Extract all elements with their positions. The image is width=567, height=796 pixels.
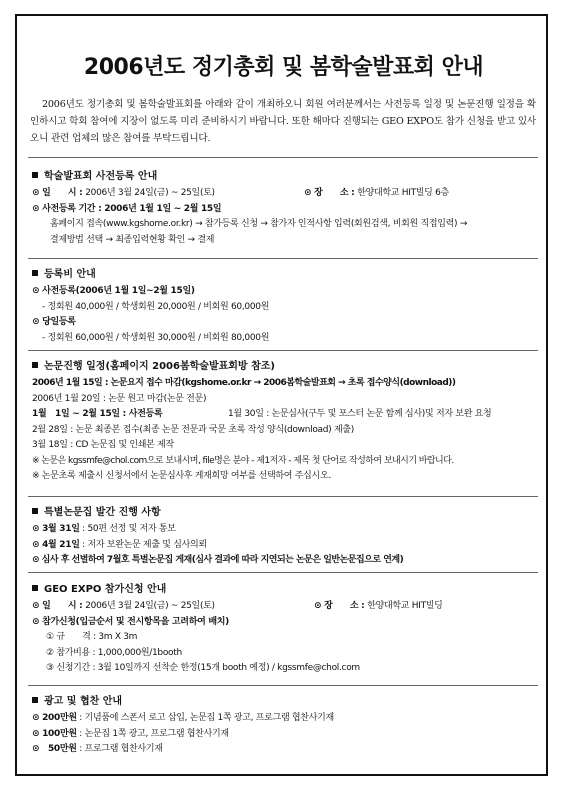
onsite-registration-fees: - 정회원 60,000원 / 학생회원 30,000원 / 비회원 80,000원 bbox=[42, 332, 270, 343]
bullet-square-icon bbox=[32, 270, 38, 276]
divider bbox=[28, 496, 538, 497]
expo-item: ② 참가비용 : 1,000,000원/1booth bbox=[46, 647, 182, 658]
divider bbox=[28, 350, 538, 351]
section-fees bbox=[32, 265, 542, 346]
expo-item: ③ 신청기간 : 3월 10일까지 선착순 한정(15개 booth 예정) / kgssmfe@chol.com bbox=[46, 663, 360, 673]
divider bbox=[28, 572, 538, 573]
divider bbox=[28, 157, 538, 158]
bullet-square-icon bbox=[32, 508, 38, 514]
divider bbox=[28, 258, 538, 259]
section-heading: 학술발표회 사전등록 안내 bbox=[32, 167, 542, 182]
section-special-issue bbox=[32, 503, 542, 569]
schedule-line: 2006년 1월 20일 : 논문 원고 마감(논문 전문) bbox=[32, 393, 207, 404]
schedule-line: 1월 1일 ~ 2월 15일 : 사전등록 1월 30일 : 논문심사(구두 및 포스터 논문 함께 심사)및 저자 보완 요청 bbox=[32, 409, 492, 419]
section-heading: 논문진행 일정(홈페이지 2006봄학술발표회방 참조) bbox=[32, 357, 542, 372]
section-heading: 특별논문집 발간 진행 사항 bbox=[32, 503, 542, 518]
schedule-line: 2월 28일 : 논문 최종본 접수(최종 논문 전문과 국문 초록 작성 양식(download) 제출) bbox=[32, 424, 354, 435]
section-sponsorship bbox=[32, 692, 542, 758]
registration-steps: 홈페이지 접속(www.kgshome.or.kr) → 참가등록 신청 → 참가자 인적사항 입력(회원검색, 비회원 직접입력) → bbox=[50, 219, 468, 229]
section-heading: GEO EXPO 참가신청 안내 bbox=[32, 580, 542, 595]
registration-steps: 결제방법 선택 → 최종입력현황 확인 → 결제 bbox=[50, 234, 215, 245]
bullet-square-icon bbox=[32, 172, 38, 178]
divider bbox=[28, 685, 538, 686]
onsite-registration-label: ⊙ 당일등록 bbox=[32, 317, 76, 327]
pre-registration-fees: - 정회원 40,000원 / 학생회원 20,000원 / 비회원 60,000원 bbox=[42, 301, 270, 312]
special-issue-line: ⊙ 심사 후 선별하여 7월호 특별논문집 게재(심사 결과에 따라 지연되는 논문은 일반논문집으로 연계) bbox=[32, 555, 404, 565]
note-line: ※ 논문초록 제출시 신청서에서 논문심사후 게재희망 여부를 선택하여 주십시오. bbox=[32, 471, 331, 481]
section-heading: 등록비 안내 bbox=[32, 265, 542, 280]
bullet-square-icon bbox=[32, 697, 38, 703]
bullet-square-icon bbox=[32, 585, 38, 591]
intro-paragraph: 2006년도 정기총회 및 봄학술발표회를 아래와 같이 개최하오니 회원 여러분께서는 사전등록 일정 및 논문진행 일정을 확인하시고 학회 참여에 지장이 없도록 미리 준비하시기 바랍니다. 또한 해마다 진행되는 GEO EXPO도 참가 신청을 받고 있사오니 관련 업체의 많은 참여를 부탁드립니다. bbox=[30, 99, 536, 144]
section-heading: 광고 및 협찬 안내 bbox=[32, 692, 542, 707]
expo-date-line: ⊙ 일 시 : 2006년 3월 24일(금) ~ 25일(토) ⊙ 장 소 : 한양대학교 HIT빌딩 bbox=[32, 601, 443, 611]
sponsor-tier: ⊙ 50만원 : 프로그램 협찬사기재 bbox=[32, 744, 163, 754]
section-geo-expo bbox=[32, 580, 542, 677]
note-line: ※ 논문은 kgssmfe@chol.com으로 보내시며, file명은 분야 - 제1저자 - 제목 첫 단어로 작성하여 보내시기 바랍니다. bbox=[32, 455, 454, 466]
event-date-line: ⊙ 일 시 : 2006년 3월 24일(금) ~ 25일(토) ⊙ 장 소 : 한양대학교 HIT빌딩 6층 bbox=[32, 188, 449, 198]
pre-registration-period: ⊙ 사전등록 기간 : 2006년 1월 1일 ~ 2월 15일 bbox=[32, 203, 222, 214]
expo-application-label: ⊙ 참가신청(입금순서 및 전시항목을 고려하여 배치) bbox=[32, 616, 229, 627]
section-pre-registration bbox=[32, 167, 542, 248]
expo-item: ① 규 격 : 3m X 3m bbox=[46, 632, 138, 642]
page-title: 2006년도 정기총회 및 봄학술발표회 안내 bbox=[83, 55, 484, 80]
special-issue-line: ⊙ 4월 21일 : 저자 보완논문 제출 및 심사의뢰 bbox=[32, 539, 207, 550]
bullet-square-icon bbox=[32, 362, 38, 368]
sponsor-tier: ⊙ 100만원 : 논문집 1쪽 광고, 프로그램 협찬사기재 bbox=[32, 728, 229, 739]
section-paper-schedule bbox=[32, 357, 542, 485]
sponsor-tier: ⊙ 200만원 : 기념품에 스폰서 로고 삽입, 논문집 1쪽 광고, 프로그램 협찬사기재 bbox=[32, 713, 334, 723]
pre-registration-fee-label: ⊙ 사전등록(2006년 1월 1일~2월 15일) bbox=[32, 286, 195, 296]
special-issue-line: ⊙ 3월 31일 : 50편 선정 및 저자 통보 bbox=[32, 524, 176, 534]
schedule-line: 2006년 1월 15일 : 논문요지 접수 마감(kgshome.or.kr → 2006봄학술발표회 → 초록 접수양식(download)) bbox=[32, 378, 456, 388]
schedule-line: 3월 18일 : CD 논문집 및 인쇄본 제작 bbox=[32, 440, 174, 450]
